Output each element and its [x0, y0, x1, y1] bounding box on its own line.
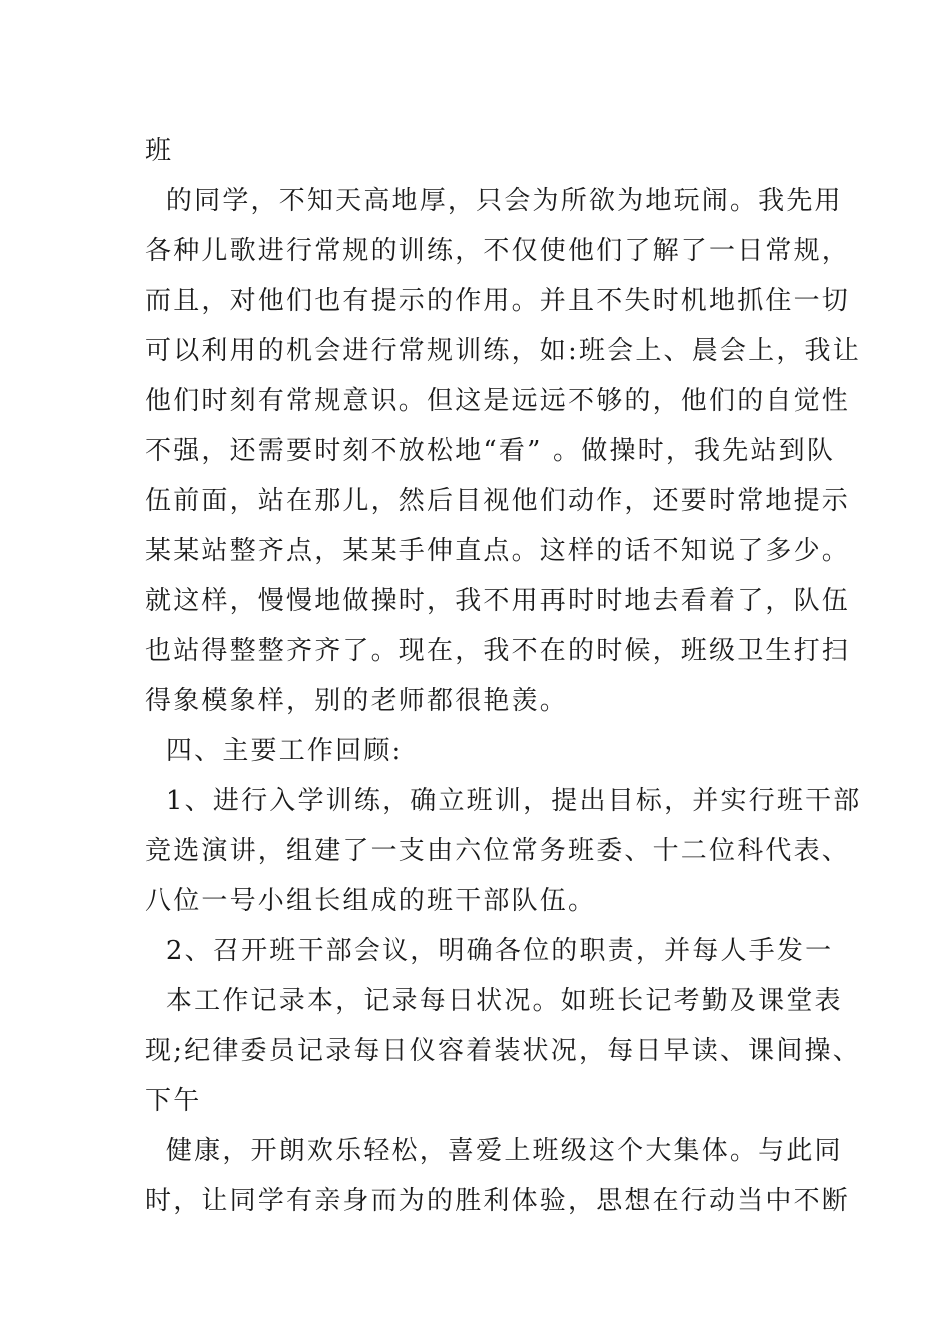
text-line: 而且，对他们也有提示的作用。并且不失时机地抓住一切	[145, 286, 851, 316]
text-line: 可以利用的机会进行常规训练，如:班会上、晨会上，我让	[145, 336, 861, 366]
text-line: 健康，开朗欢乐轻松，喜爱上班级这个大集体。与此同	[145, 1136, 843, 1166]
text-line: 某某站整齐点，某某手伸直点。这样的话不知说了多少。	[145, 536, 851, 566]
text-line: 下午	[145, 1086, 202, 1116]
text-line: 班	[145, 136, 174, 166]
text-line: 他们时刻有常规意识。但这是远远不够的，他们的自觉性	[145, 386, 851, 416]
text-line: 时，让同学有亲身而为的胜利体验，思想在行动当中不断	[145, 1186, 851, 1216]
text-line: 1、进行入学训练，确立班训，提出目标，并实行班干部	[145, 786, 862, 816]
text-line: 伍前面，站在那儿，然后目视他们动作，还要时常地提示	[145, 486, 851, 516]
text-line: 就这样，慢慢地做操时，我不用再时时地去看着了，队伍	[145, 586, 851, 616]
text-line: 本工作记录本，记录每日状况。如班长记考勤及课堂表	[145, 986, 843, 1016]
text-line: 现;纪律委员记录每日仪容着装状况，每日早读、课间操、	[145, 1036, 861, 1066]
text-line: 2、召开班干部会议，明确各位的职责，并每人手发一	[145, 936, 834, 966]
text-line: 也站得整整齐齐了。现在，我不在的时候，班级卫生打扫	[145, 636, 851, 666]
text-line: 不强，还需要时刻不放松地“看” 。做操时，我先站到队	[145, 436, 836, 466]
section-heading: 四、主要工作回顾:	[145, 736, 403, 766]
text-line: 八位一号小组长组成的班干部队伍。	[145, 886, 597, 916]
text-line: 得象模象样，别的老师都很艳羡。	[145, 686, 569, 716]
text-line: 各种儿歌进行常规的训练，不仅使他们了解了一日常规，	[145, 236, 851, 266]
text-line: 的同学，不知天高地厚，只会为所欲为地玩闹。我先用	[145, 186, 843, 216]
text-line: 竞选演讲，组建了一支由六位常务班委、十二位科代表、	[145, 836, 851, 866]
